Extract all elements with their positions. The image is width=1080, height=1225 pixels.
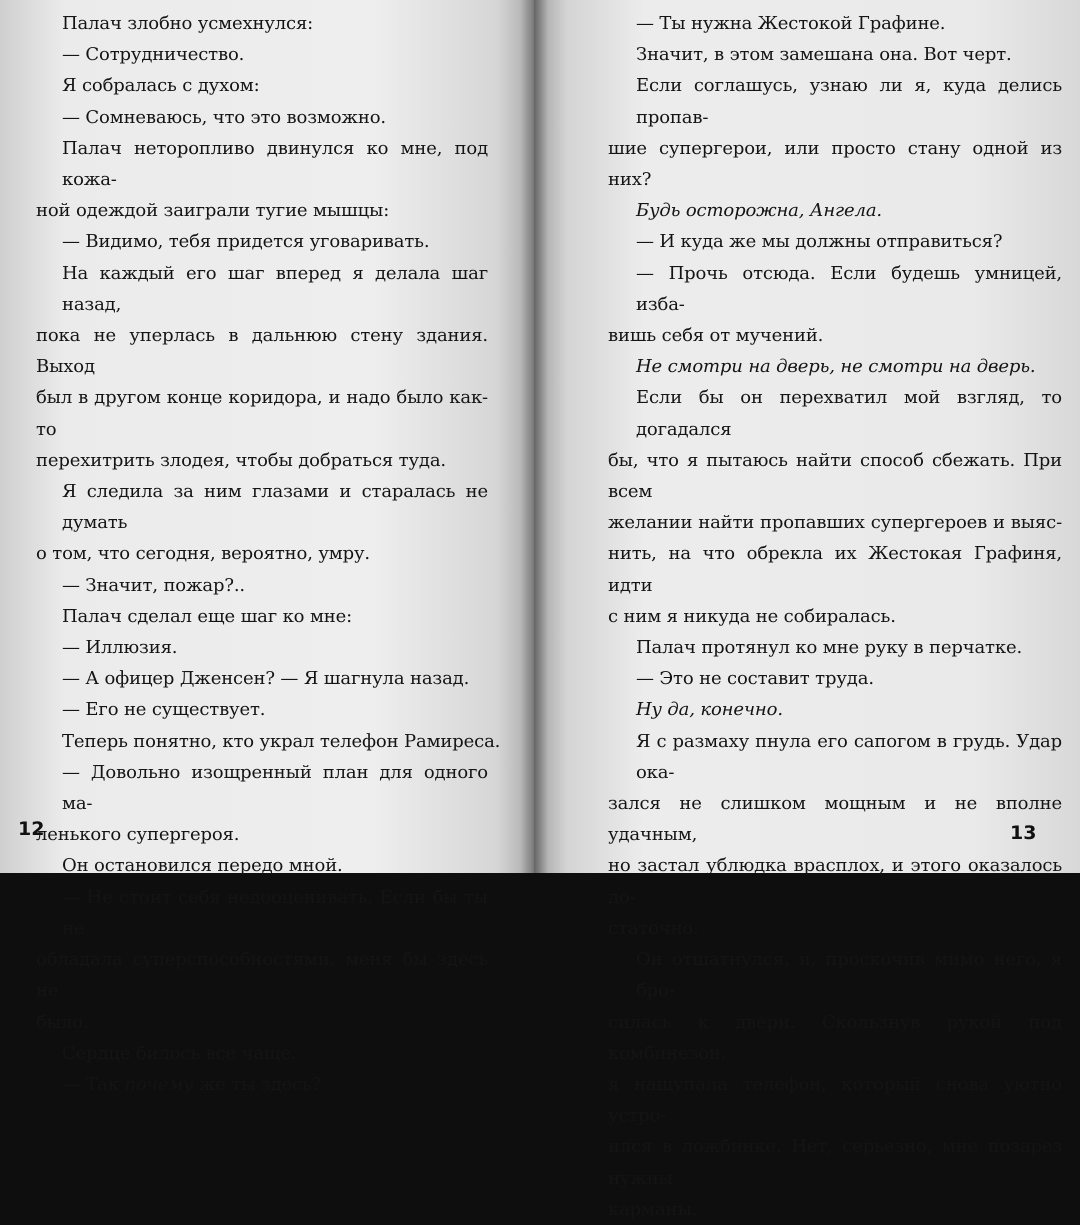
text-line: Ну да, конечно. (636, 699, 783, 721)
right-page (534, 0, 1080, 1220)
text-line: нить, на что обрекла их Жестокая Графиня, идти (608, 543, 1062, 596)
text-line: — И куда же мы должны отправиться? (636, 231, 1003, 253)
text-line: — Прочь отсюда. Если будешь умницей, изба- (636, 262, 1062, 315)
text-line: о том, что сегодня, вероятно, умру. (36, 543, 371, 565)
text-line: перехитрить злодея, чтобы добраться туда. (36, 449, 446, 471)
text-line: Палач протянул ко мне руку в перчатке. (636, 637, 1023, 659)
text-line: карманы. (608, 1198, 698, 1220)
text-line: бы, что я пытаюсь найти способ сбежать. При всем (608, 449, 1062, 503)
text-line: был в другом конце коридора, и надо было как-то (36, 387, 488, 440)
text-line: ной одеждой заиграли тугие мышцы: (36, 200, 390, 222)
text-line: — Иллюзия. (62, 637, 178, 659)
text-fragment: — Так (62, 1073, 125, 1095)
text-line: шие супергерои, или просто стану одной из них? (608, 137, 1062, 191)
text-line: зался не слишком мощным и не вполне удачным, (608, 793, 1062, 846)
text-line: — А офицер Дженсен? — Я шагнула назад. (62, 668, 470, 690)
page-number: 13 (1010, 822, 1037, 844)
text-line: силась к двери. Скользнув рукой под комбинезон, (608, 1011, 1062, 1064)
text-line: желании найти пропавших супергероев и выяс- (608, 512, 1062, 534)
text-line: — Сотрудничество. (62, 44, 245, 66)
text-line: Палач сделал еще шаг ко мне: (62, 605, 353, 627)
text-line: — Ты нужна Жестокой Графине. (636, 13, 946, 34)
text-line: — Довольно изощренный план для одного ма- (62, 761, 488, 815)
text-line: ленького супергероя. (36, 824, 240, 846)
italic-emphasis: почему (124, 1073, 194, 1095)
right-page-text (608, 8, 1062, 1225)
text-line: Будь осторожна, Ангела. (636, 200, 882, 222)
text-line: с ним я никуда не собиралась. (608, 605, 896, 627)
page-number: 12 (18, 818, 45, 840)
text-line: обладала суперспособностями, меня бы здесь не (36, 949, 488, 1002)
text-line: Палач злобно усмехнулся: (62, 13, 314, 34)
book-gutter (520, 0, 548, 873)
text-fragment: же ты здесь? (193, 1073, 322, 1095)
text-line: Если бы он перехватил мой взгляд, то догадался (636, 387, 1062, 440)
text-line: — Не стоит себя недооценивать. Если бы ты не (62, 886, 488, 939)
text-line: было. (36, 1011, 89, 1033)
text-line: Я собралась с духом: (62, 75, 260, 97)
text-line: я нащупала телефон, который снова уютно устро- (608, 1073, 1062, 1127)
text-line: Палач неторопливо двинулся ко мне, под кожа- (62, 137, 488, 191)
text-line: Я с размаху пнула его сапогом в грудь. Удар ока- (636, 730, 1062, 783)
text-line: Если соглашусь, узнаю ли я, куда делись пропав- (636, 75, 1062, 128)
text-line: пока не уперлась в дальнюю стену здания. Выход (36, 325, 488, 378)
text-line: — Это не составит труда. (636, 668, 874, 690)
text-line: но застал ублюдка врасплох, и этого оказалось до- (608, 855, 1062, 908)
text-line: — Его не существует. (62, 699, 266, 721)
text-line: — Видимо, тебя придется уговаривать. (62, 231, 430, 253)
text-line: — Сомневаюсь, что это возможно. (62, 106, 386, 128)
text-line: Не смотри на дверь, не смотри на дверь. (636, 356, 1036, 378)
left-page (0, 0, 534, 1095)
text-line: вишь себя от мучений. (608, 325, 824, 347)
text-line: — Значит, пожар?.. (62, 574, 246, 596)
text-line: ился в ложбинке. Нет, серьезно, мне позарез нужны (608, 1136, 1062, 1189)
text-line: Я следила за ним глазами и старалась не думать (62, 481, 488, 534)
text-line: статочно. (608, 917, 699, 939)
text-line (36, 1069, 488, 1100)
text-line: Он остановился передо мной. (62, 855, 343, 877)
text-line: Значит, в этом замешана она. Вот черт. (636, 44, 1012, 66)
text-line: Он отшатнулся, и, проскочив мимо него, я бро- (636, 949, 1062, 1002)
text-line: Теперь понятно, кто украл телефон Рамиреса. (62, 730, 501, 752)
text-line: На каждый его шаг вперед я делала шаг назад, (62, 262, 488, 315)
text-line: Сердце билось все чаще. (62, 1042, 297, 1064)
left-page-text (36, 8, 501, 1100)
